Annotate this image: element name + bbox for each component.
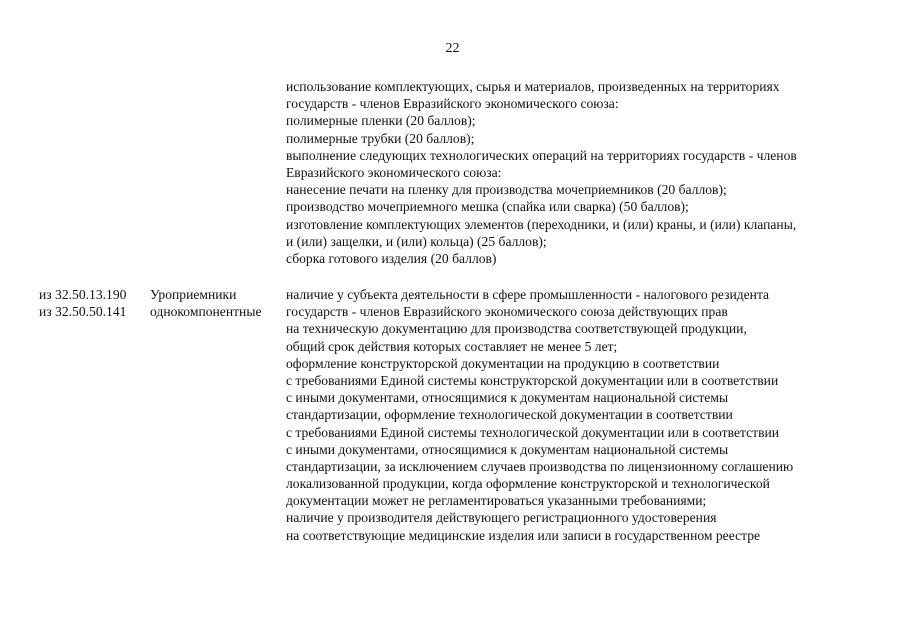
requirement-line: наличие у субъекта деятельности в сфере промышленности - налогового резидента — [286, 287, 770, 302]
requirement-line: государств - членов Евразийского экономического союза: — [286, 96, 619, 112]
requirement-line: нанесение печати на пленку для производства мочеприемников (20 баллов); — [286, 182, 727, 198]
requirement-line: и (или) защелки, и (или) кольца) (25 баллов); — [286, 233, 547, 249]
requirement-line: на соответствующие медицинские изделия или записи в государственном реестре — [286, 527, 761, 543]
requirement-line: с иными документами, относящимися к документам национальной системы — [286, 390, 729, 406]
requirement-line: Евразийского экономического союза: — [286, 164, 502, 180]
requirement-line: общий срок действия которых составляет не менее 5 лет; — [286, 338, 618, 354]
requirement-line: оформление конструкторской документации на продукцию в соответствии — [286, 355, 720, 371]
requirement-line: использование комплектующих, сырья и материалов, произведенных на территориях — [286, 79, 780, 94]
continuation-requirements-column — [286, 78, 797, 267]
requirement-line: сборка готового изделия (20 баллов) — [286, 250, 497, 266]
requirement-line: документации может не регламентироваться указанными требованиями; — [286, 493, 707, 509]
entry-requirements-column — [286, 286, 793, 544]
requirement-line: полимерные пленки (20 баллов); — [286, 113, 476, 129]
requirement-line: производство мочеприемного мешка (спайка или сварка) (50 баллов); — [286, 199, 689, 215]
requirement-line: стандартизации, оформление технологической документации в соответствии — [286, 407, 733, 423]
requirement-line: выполнение следующих технологических операций на территориях государств - членов — [286, 147, 797, 163]
requirement-line: локализованной продукции, когда оформление конструкторской и технологической — [286, 476, 770, 492]
requirement-line: с требованиями Единой системы конструкторской документации или в соответствии — [286, 372, 779, 388]
requirement-line: с иными документами, относящимися к документам национальной системы — [286, 441, 729, 457]
requirement-line: полимерные трубки (20 баллов); — [286, 130, 475, 146]
product-code: из 32.50.13.190 — [39, 287, 127, 302]
page-number: 22 — [445, 41, 460, 56]
product-codes-column — [39, 286, 126, 320]
requirement-line: стандартизации, за исключением случаев производства по лицензионному соглашению — [286, 458, 794, 474]
product-code: из 32.50.50.141 — [39, 304, 127, 320]
product-name-line: однокомпонентные — [150, 304, 262, 320]
requirement-line: наличие у производителя действующего регистрационного удостоверения — [286, 510, 717, 526]
product-name-line: Уроприемники — [150, 287, 237, 302]
requirement-line: государств - членов Евразийского экономического союза действующих прав — [286, 304, 728, 320]
requirement-line: с требованиями Единой системы технологической документации или в соответствии — [286, 424, 780, 440]
product-name-column — [150, 286, 261, 320]
requirement-line: изготовление комплектующих элементов (переходники, и (или) краны, и (или) клапаны, — [286, 216, 797, 232]
requirement-line: на техническую документацию для производства соответствующей продукции, — [286, 321, 747, 337]
